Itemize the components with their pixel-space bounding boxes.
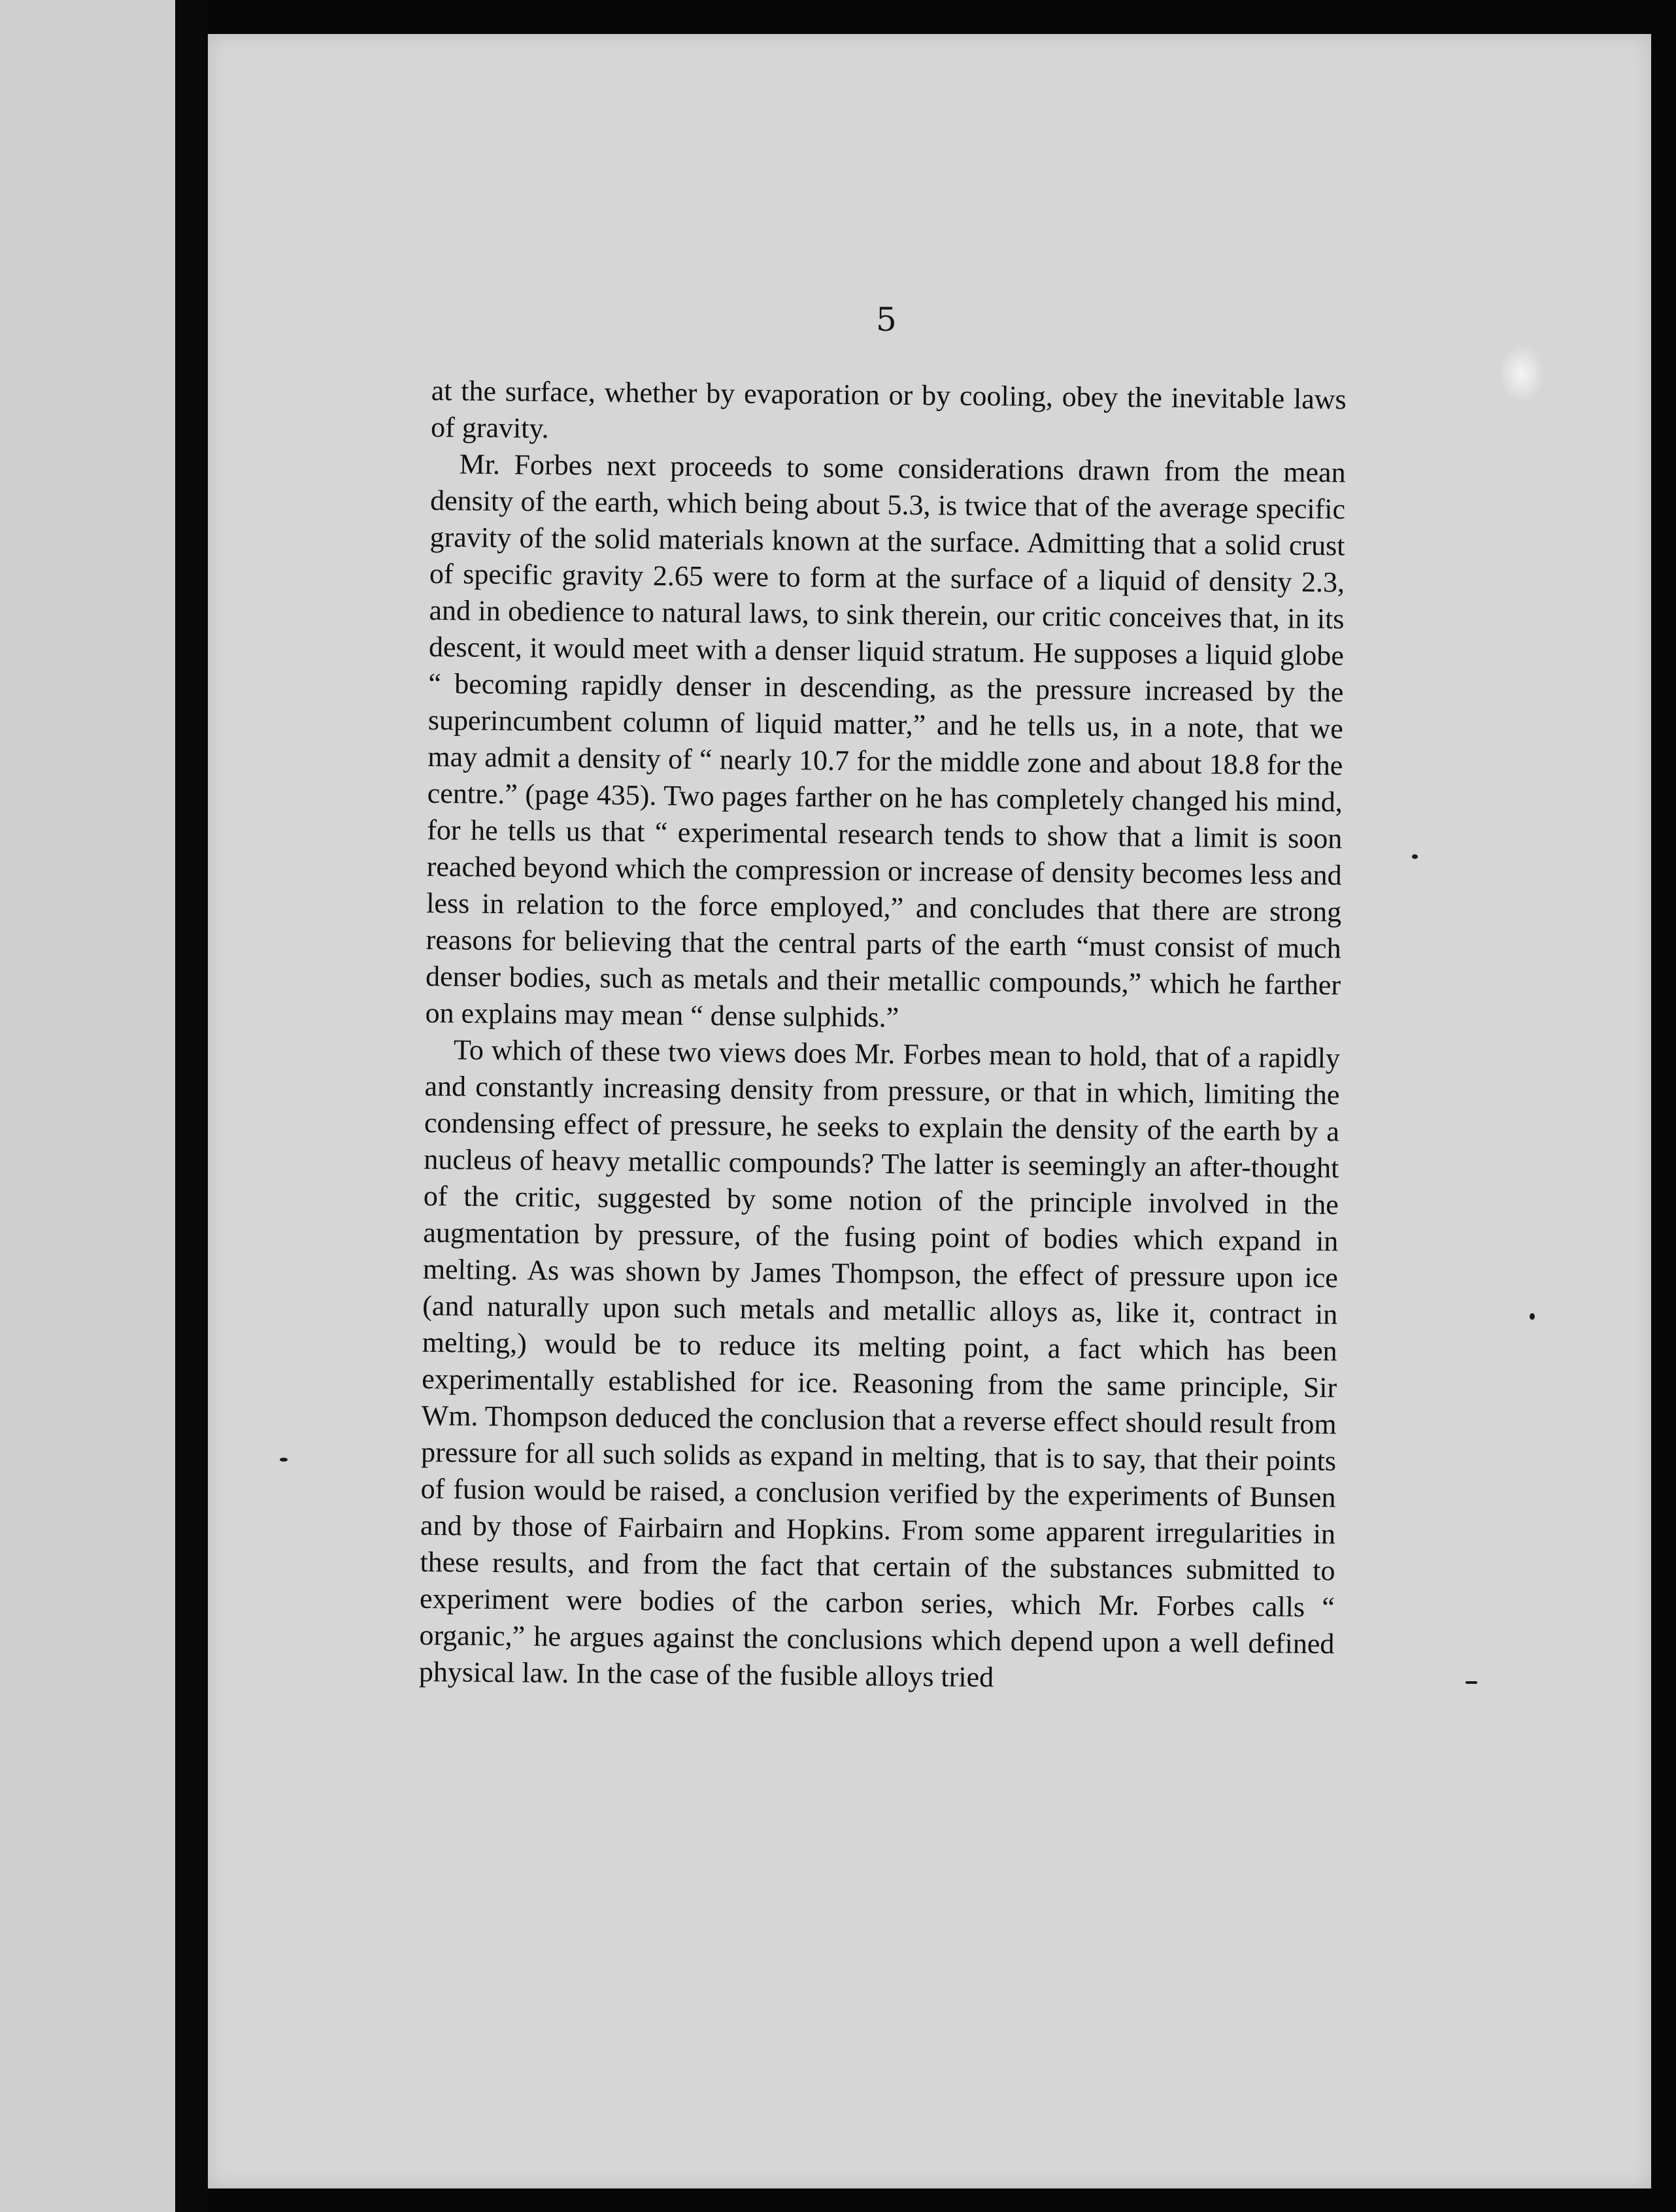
page-number: 5 (876, 301, 897, 339)
scan-speck (1466, 1681, 1477, 1684)
body-text (419, 373, 1347, 1699)
binding-gutter (175, 0, 208, 2212)
scan-glare (1499, 344, 1545, 403)
paragraph-two-views: To which of these two views does Mr. Forbes mean to hold, that of a rapidly and constantly increasing density from pressure, or that in which, limiting the condensing effect of pressure, he seeks to explain the density of the earth by a nucleus of heavy metallic compounds? The latter is seemingly an after-thought of the critic, suggested by some notion of the principle involved in the augmentation by pressure, of the fusing point of bodies which expand in melting. As was shown by James Thompson, the effect of pressure upon ice (and naturally upon such metals and metallic alloys as, like it, contract in melting,) would be to reduce its melting point, a fact which has been experimentally established for ice. Reasoning from the same principle, Sir Wm. Thompson deduced the conclusion that a reverse effect should result from pressure for all such solids as expand in melting, that is to say, that their points of fusion would be raised, a conclusion verified by the experiments of Bunsen and by those of Fairbairn and Hopkins. From some apparent irregularities in these results, and from the fact that certain of the substances submitted to experiment were bodies of the carbon series, which Mr. Forbes calls “ organic,” he argues against the conclusions which depend upon a well defined physical law. In the case of the fusible alloys tried (418, 1033, 1341, 1694)
facing-page-edge (0, 0, 175, 2212)
paragraph-density-argument: Mr. Forbes next proceeds to some considerations drawn from the mean density of the earth, which being about 5.3, is twice that of the average specific gravity of the solid materials known at the surface. Admitting that a solid crust of specific gravity 2.65 were to form at the surface of a liquid of density 2.3, and in obedience to natural laws, to sink therein, our critic conceives that, in its descent, it would meet with a denser liquid stratum. He supposes a liquid globe “ becoming rapidly denser in descending, as the pressure increased by the superincumbent column of liquid matter,” and he tells us, in a note, that we may admit a density of “ nearly 10.7 for the middle zone and about 18.8 for the centre.” (page 435). Two pages farther on he has completely changed his mind, for he tells us that “ experimental research tends to show that a limit is soon reached beyond which the compression or increase of density becomes less and less in relation to the force employed,” and concludes that there are strong reasons for believing that the central parts of the earth “must consist of much denser bodies, such as metals and their metallic compounds,” which he farther on explains may mean “ dense sulphids.” (425, 448, 1346, 1033)
paragraph-continuation: at the surface, whether by evaporation or by cooling, obey the inevitable laws of gravity. (430, 374, 1347, 444)
scan-speck (1412, 854, 1418, 859)
scan-speck (1530, 1313, 1535, 1320)
scan-speck (280, 1458, 288, 1462)
